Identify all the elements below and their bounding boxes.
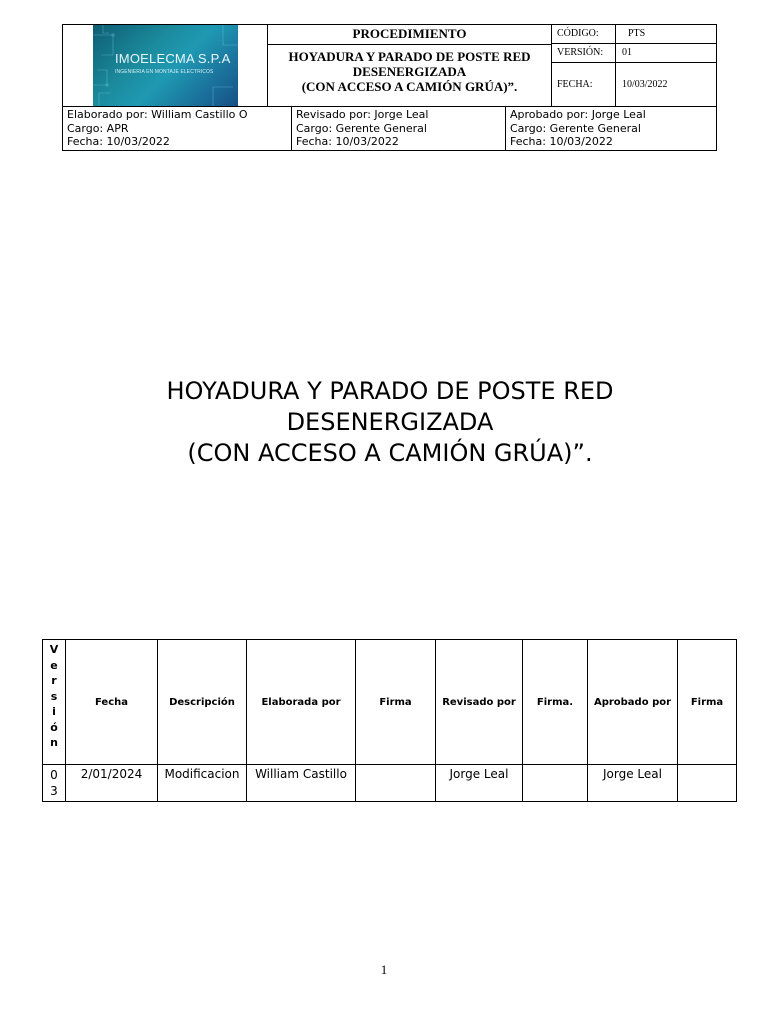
- signature-row: [63, 107, 716, 150]
- revisado-fecha: Fecha: 10/03/2022: [296, 135, 399, 148]
- cell-fecha: 2/01/2024: [66, 765, 158, 802]
- page-number: 1: [380, 962, 388, 977]
- meta-codigo: [552, 25, 716, 44]
- elaborado-block: [63, 107, 292, 150]
- company-logo: [93, 25, 238, 106]
- aprobado-fecha: Fecha: 10/03/2022: [510, 135, 613, 148]
- header-fecha: Fecha: [66, 640, 158, 765]
- table-header-row: [43, 640, 737, 765]
- stacked-char: i: [52, 705, 56, 718]
- revisado-por: Revisado por: Jorge Leal: [296, 108, 429, 121]
- stacked-char: s: [50, 689, 58, 703]
- revisado-cargo: Cargo: Gerente General: [296, 121, 427, 135]
- stacked-char: e: [50, 658, 58, 672]
- procedure-title-line: (CON ACCESO A CAMIÓN GRÚA)”.: [301, 79, 518, 94]
- cell-elaborada-por: William Castillo: [247, 765, 356, 802]
- cell-firma: [678, 765, 737, 802]
- header-version: [43, 640, 66, 765]
- meta-fecha: [552, 63, 716, 106]
- cell-version: [43, 765, 66, 802]
- version-history-table: [42, 639, 737, 802]
- elaborado-fecha: Fecha: 10/03/2022: [67, 135, 170, 148]
- header-firma: Firma.: [523, 640, 588, 765]
- cell-firma: [356, 765, 436, 802]
- procedure-title-cell: [268, 25, 552, 107]
- header-revisado-por: Revisado por: [436, 640, 523, 765]
- logo-cell: [63, 25, 268, 107]
- cell-descripcion: Modificacion: [158, 765, 247, 802]
- document-header: [62, 24, 717, 151]
- logo-tagline: INGENIERIA EN MONTAJE ELECTRICOS: [115, 69, 214, 75]
- procedure-label: PROCEDIMIENTO: [268, 25, 551, 45]
- fecha-label: FECHA:: [552, 63, 616, 106]
- stacked-char: r: [51, 674, 57, 687]
- logo-name: IMOELECMA S.P.A: [115, 51, 231, 66]
- meta-version: [552, 44, 716, 63]
- aprobado-block: [506, 107, 716, 150]
- procedure-title: [268, 49, 551, 94]
- stacked-char: n: [50, 736, 58, 749]
- document-meta: [552, 25, 716, 107]
- header-aprobado-por: Aprobado por: [588, 640, 678, 765]
- version-label: VERSIÓN:: [552, 44, 616, 62]
- cell-aprobado-por: Jorge Leal: [588, 765, 678, 802]
- header-descripcion: Descripción: [158, 640, 247, 765]
- main-title-line: (CON ACCESO A CAMIÓN GRÚA)”.: [187, 439, 593, 467]
- aprobado-por: Aprobado por: Jorge Leal: [510, 108, 646, 121]
- fecha-value: 10/03/2022: [622, 79, 668, 90]
- aprobado-cargo: Cargo: Gerente General: [510, 121, 641, 135]
- main-title-line: HOYADURA Y PARADO DE POSTE RED: [166, 377, 614, 405]
- stacked-char: 0: [50, 768, 58, 782]
- header-firma: Firma: [356, 640, 436, 765]
- version-value: 01: [622, 47, 632, 58]
- cell-firma: [523, 765, 588, 802]
- header-elaborada-por: Elaborada por: [247, 640, 356, 765]
- cell-revisado-por: Jorge Leal: [436, 765, 523, 802]
- procedure-title-line: DESENERGIZADA: [352, 64, 467, 79]
- procedure-title-line: HOYADURA Y PARADO DE POSTE RED: [288, 49, 531, 64]
- elaborado-por: Elaborado por: William Castillo O: [67, 108, 248, 121]
- stacked-char: V: [49, 643, 59, 656]
- header-firma: Firma: [678, 640, 737, 765]
- elaborado-cargo: Cargo: APR: [67, 121, 129, 135]
- main-title-line: DESENERGIZADA: [286, 408, 494, 436]
- codigo-label: CÓDIGO:: [552, 25, 616, 43]
- table-row: [43, 765, 737, 802]
- main-title: [60, 376, 720, 469]
- stacked-char: 3: [50, 784, 58, 798]
- revisado-block: [292, 107, 506, 150]
- codigo-value: PTS: [628, 28, 646, 39]
- stacked-char: ó: [50, 720, 58, 734]
